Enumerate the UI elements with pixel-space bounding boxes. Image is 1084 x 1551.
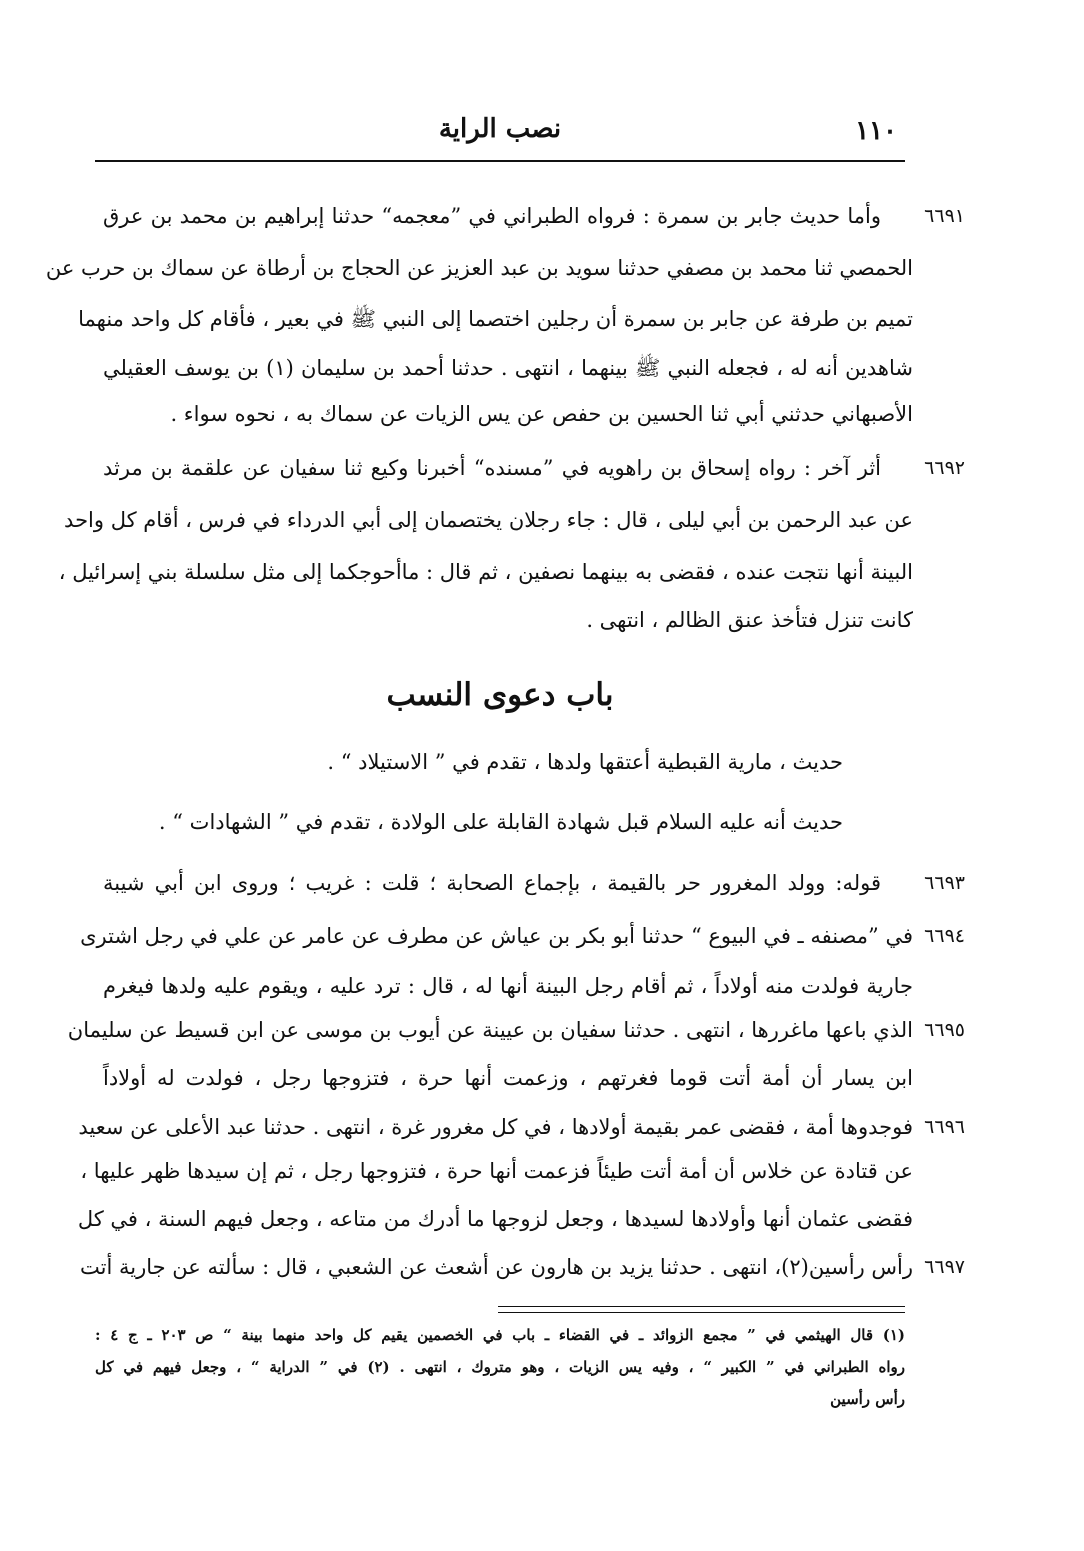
line-text: ابن يسار أن أمة أتت قوما فغرتهم ، وزعمت أنها حرة ، فتزوجها رجل ، فولدت له أولاداً: [103, 1066, 913, 1090]
line-text: الذي باعها ماغررها ، انتهى . حدثنا سفيان بن عيينة عن أيوب بن موسى عن ابن قسيط عن سليمان: [67, 1018, 913, 1042]
text-line: [95, 963, 965, 1009]
footnote-rule: [498, 1306, 905, 1307]
line-text: وأما حديث جابر بن سمرة : فرواه الطبراني في ”معجمه“ حدثنا إبراهيم بن محمد بن عرق: [103, 204, 881, 228]
hadith-number: ٦٦٩٥: [924, 1019, 965, 1041]
line-text: فوجدوها أمة ، فقضى عمر بقيمة أولادها ، في كل مغرور غرة ، انتهى . حدثنا عبد الأعلى عن سعيد: [78, 1115, 913, 1139]
page-title: نصب الراية: [438, 114, 562, 144]
line-text: تميم بن طرفة عن جابر بن سمرة أن رجلين اختصما إلى النبي ﷺ في بعير ، فأقام كل واحد منهما: [78, 307, 913, 331]
hadith-number: ٦٦٩٢: [924, 457, 965, 479]
line-text: كانت تنزل فتأخذ عنق الظالم ، انتهى .: [586, 608, 913, 632]
section-title: باب دعوى النسب: [386, 677, 614, 713]
line-text: عن عبد الرحمن بن أبي ليلى ، قال : جاء رجلان يختصمان إلى أبي الدرداء في فرس ، أقام كل واحد: [64, 508, 913, 532]
line-text: فقضى عثمان أنها وأولادها لسيدها ، وجعل لزوجها ما أدرك من متاعه ، وجعل فيهم السنة ، في كل: [77, 1207, 913, 1231]
line-text: الأصبهاني حدثني أبي ثنا الحسين بن حفص عن يس الزيات عن سماك به ، نحوه سواء .: [170, 402, 913, 426]
line-text: جارية فولدت منه أولاداً ، ثم أقام رجل البينة أنها له ، قال : ترد عليه ، ويقوم عليه ولدها فيغرم: [103, 974, 913, 998]
header-rule: [95, 160, 905, 162]
text-line: [95, 860, 965, 906]
text-line: [80, 1148, 965, 1194]
text-line: [77, 1196, 965, 1242]
page-number: ١١٠: [855, 116, 897, 146]
line-text: عن قتادة عن خلاس أن أمة أتت طيئاً فزعمت أنها حرة ، فتزوجها رجل ، ثم إن سيدها ظهر عليها ،: [80, 1159, 913, 1183]
center-line: حديث ، مارية القبطية أعتقها ولدها ، تقدم في ” الاستيلاد “ .: [327, 750, 843, 774]
line-text: البينة أنها نتجت عنده ، فقضى به بينهما نصفين ، ثم قال : ماأحوجكما إلى مثل سلسلة بني إسرائيل ،: [58, 560, 913, 584]
hadith-number: ٦٦٩٤: [924, 925, 965, 947]
text-line: [58, 549, 965, 595]
text-line: [78, 1104, 965, 1150]
hadith-number: ٦٦٩٣: [924, 872, 965, 894]
line-text: الحمصي ثنا محمد بن مصفي حدثنا سويد بن عبد العزيز عن الحجاج بن أرطاة عن سماك بن حرب عن: [45, 256, 913, 280]
line-text: شاهدين أنه له ، فجعله النبي ﷺ بينهما ، انتهى . حدثنا أحمد بن سليمان (١) بن يوسف العقيلي: [103, 356, 913, 380]
center-line: حديث أنه عليه السلام قبل شهادة القابلة على الولادة ، تقدم في ” الشهادات “ .: [158, 810, 843, 834]
text-line: [80, 913, 965, 959]
text-line: [95, 391, 965, 437]
line-text: رأس رأسين(٢)، انتهى . حدثنا يزيد بن هارون عن أشعث عن الشعبي ، قال : سألته عن جارية أتت: [79, 1255, 913, 1279]
text-line: [95, 193, 965, 239]
hadith-number: ٦٦٩١: [924, 205, 965, 227]
text-line: [45, 245, 965, 291]
text-line: [64, 497, 965, 543]
text-line: [95, 1055, 965, 1101]
page-header: [95, 112, 905, 160]
footnote-rule: [498, 1312, 905, 1313]
line-text: قوله: وولد المغرور حر بالقيمة ، بإجماع الصحابة ؛ قلت : غريب ؛ وروى ابن أبي شيبة: [103, 871, 881, 895]
hadith-number: ٦٦٩٧: [924, 1256, 965, 1278]
text-line: [79, 1244, 965, 1290]
footnote-line: رأس رأسين: [830, 1390, 905, 1408]
text-line: [67, 1007, 965, 1053]
footnote-line: (١) قال الهيثمي في ” مجمع الزوائد ـ في القضاء ـ باب في الخصمين يقيم كل واحد منهما بينة “ ص ٢٠٣ ـ ج ٤ :: [95, 1326, 906, 1344]
text-line: [95, 597, 965, 643]
text-line: [95, 445, 965, 491]
line-text: في ”مصنفه ـ في البيوع “ حدثنا أبو بكر بن عياش عن مطرف عن عامر عن علي في رجل اشترى: [80, 924, 913, 948]
text-line: [78, 296, 965, 342]
line-text: أثر آخر : رواه إسحاق بن راهويه في ”مسنده“ أخبرنا وكيع ثنا سفيان عن علقمة بن مرثد: [103, 456, 881, 480]
footnote-line: رواه الطبراني في ” الكبير “ ، وفيه يس الزيات ، وهو متروك ، انتهى . (٢) في ” الدراية “ ، وجعل فيهم في كل: [95, 1358, 905, 1376]
text-line: [95, 345, 965, 391]
hadith-number: ٦٦٩٦: [924, 1116, 965, 1138]
